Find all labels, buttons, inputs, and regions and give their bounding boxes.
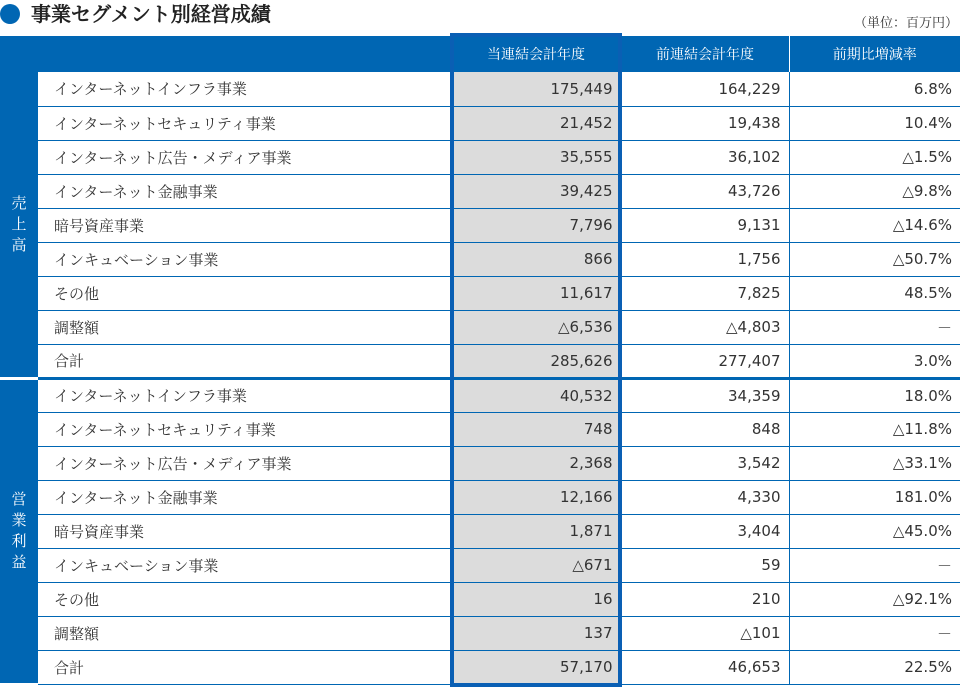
segment-name-cell: インターネットセキュリティ事業: [38, 412, 451, 446]
change-rate-value: △50.7%: [789, 242, 960, 276]
table-row: [0, 548, 960, 582]
header-change-rate: 前期比増減率: [789, 36, 960, 72]
change-rate-value: 22.5%: [789, 650, 960, 684]
table-row: [0, 378, 960, 412]
segment-name-cell: インターネット金融事業: [38, 480, 451, 514]
table-row: [0, 582, 960, 616]
segment-name-cell: インターネット広告・メディア事業: [38, 140, 451, 174]
current-year-value: 137: [451, 616, 621, 650]
section-label: 営業利益: [11, 490, 27, 571]
change-rate-value: 48.5%: [789, 276, 960, 310]
change-rate-value: △14.6%: [789, 208, 960, 242]
previous-year-value: 46,653: [621, 650, 789, 684]
current-year-value: 12,166: [451, 480, 621, 514]
current-year-value: 35,555: [451, 140, 621, 174]
segment-name-cell: 合計: [38, 344, 451, 378]
table-row: [0, 650, 960, 684]
section-label-cell: [0, 378, 38, 684]
unit-label: （単位：百万円）: [853, 16, 958, 31]
current-year-value: △671: [451, 548, 621, 582]
change-rate-value: △33.1%: [789, 446, 960, 480]
current-year-value: 7,796: [451, 208, 621, 242]
table-row: [0, 310, 960, 344]
previous-year-value: △101: [621, 616, 789, 650]
header-previous-year: 前連結会計年度: [621, 36, 789, 72]
title-bar: [0, 0, 960, 36]
previous-year-value: 164,229: [621, 72, 789, 106]
segment-name-cell: 調整額: [38, 310, 451, 344]
header-current-year: 当連結会計年度: [451, 36, 621, 72]
change-rate-value: －: [789, 548, 960, 582]
previous-year-value: 848: [621, 412, 789, 446]
change-rate-value: △11.8%: [789, 412, 960, 446]
segment-name-cell: その他: [38, 276, 451, 310]
previous-year-value: 7,825: [621, 276, 789, 310]
table-row: [0, 72, 960, 106]
change-rate-value: △92.1%: [789, 582, 960, 616]
table-row: [0, 208, 960, 242]
change-rate-value: 10.4%: [789, 106, 960, 140]
previous-year-value: 19,438: [621, 106, 789, 140]
current-year-value: 866: [451, 242, 621, 276]
table-row: [0, 412, 960, 446]
previous-year-value: 4,330: [621, 480, 789, 514]
change-rate-value: 6.8%: [789, 72, 960, 106]
table-body: [0, 72, 960, 684]
title-bullet-icon: [0, 4, 20, 24]
previous-year-value: 9,131: [621, 208, 789, 242]
segment-name-cell: インキュベーション事業: [38, 242, 451, 276]
current-year-value: 11,617: [451, 276, 621, 310]
table-row: [0, 106, 960, 140]
segment-table: [0, 36, 960, 686]
current-year-value: 39,425: [451, 174, 621, 208]
table-row: [0, 140, 960, 174]
current-year-value: 2,368: [451, 446, 621, 480]
current-year-value: 1,871: [451, 514, 621, 548]
previous-year-value: 36,102: [621, 140, 789, 174]
previous-year-value: 3,542: [621, 446, 789, 480]
table-row: [0, 344, 960, 378]
segment-name-cell: 暗号資産事業: [38, 514, 451, 548]
segment-name-cell: その他: [38, 582, 451, 616]
previous-year-value: △4,803: [621, 310, 789, 344]
change-rate-value: －: [789, 310, 960, 344]
current-year-value: 16: [451, 582, 621, 616]
table-row: [0, 174, 960, 208]
previous-year-value: 3,404: [621, 514, 789, 548]
table-row: [0, 616, 960, 650]
previous-year-value: 210: [621, 582, 789, 616]
table-header-row: [0, 36, 960, 72]
previous-year-value: 59: [621, 548, 789, 582]
table-row: [0, 276, 960, 310]
change-rate-value: 181.0%: [789, 480, 960, 514]
segment-name-cell: 暗号資産事業: [38, 208, 451, 242]
section-label: 売上高: [11, 193, 27, 254]
previous-year-value: 43,726: [621, 174, 789, 208]
change-rate-value: △1.5%: [789, 140, 960, 174]
segment-name-cell: 調整額: [38, 616, 451, 650]
table-row: [0, 514, 960, 548]
previous-year-value: 1,756: [621, 242, 789, 276]
segment-name-cell: インターネット金融事業: [38, 174, 451, 208]
previous-year-value: 277,407: [621, 344, 789, 378]
current-year-value: 285,626: [451, 344, 621, 378]
section-label-cell: [0, 72, 38, 378]
segment-name-cell: インキュベーション事業: [38, 548, 451, 582]
change-rate-value: △45.0%: [789, 514, 960, 548]
change-rate-value: △9.8%: [789, 174, 960, 208]
current-year-value: 21,452: [451, 106, 621, 140]
previous-year-value: 34,359: [621, 378, 789, 412]
current-year-value: 175,449: [451, 72, 621, 106]
header-corner: [0, 36, 451, 72]
current-year-value: 748: [451, 412, 621, 446]
change-rate-value: 18.0%: [789, 378, 960, 412]
change-rate-value: －: [789, 616, 960, 650]
current-year-value: 40,532: [451, 378, 621, 412]
page-title: 事業セグメント別経営成績: [31, 2, 271, 26]
segment-name-cell: インターネット広告・メディア事業: [38, 446, 451, 480]
table-row: [0, 242, 960, 276]
segment-name-cell: インターネットインフラ事業: [38, 72, 451, 106]
current-year-value: 57,170: [451, 650, 621, 684]
table-row: [0, 446, 960, 480]
table-row: [0, 480, 960, 514]
segment-name-cell: 合計: [38, 650, 451, 684]
current-year-value: △6,536: [451, 310, 621, 344]
change-rate-value: 3.0%: [789, 344, 960, 378]
segment-name-cell: インターネットセキュリティ事業: [38, 106, 451, 140]
segment-name-cell: インターネットインフラ事業: [38, 378, 451, 412]
